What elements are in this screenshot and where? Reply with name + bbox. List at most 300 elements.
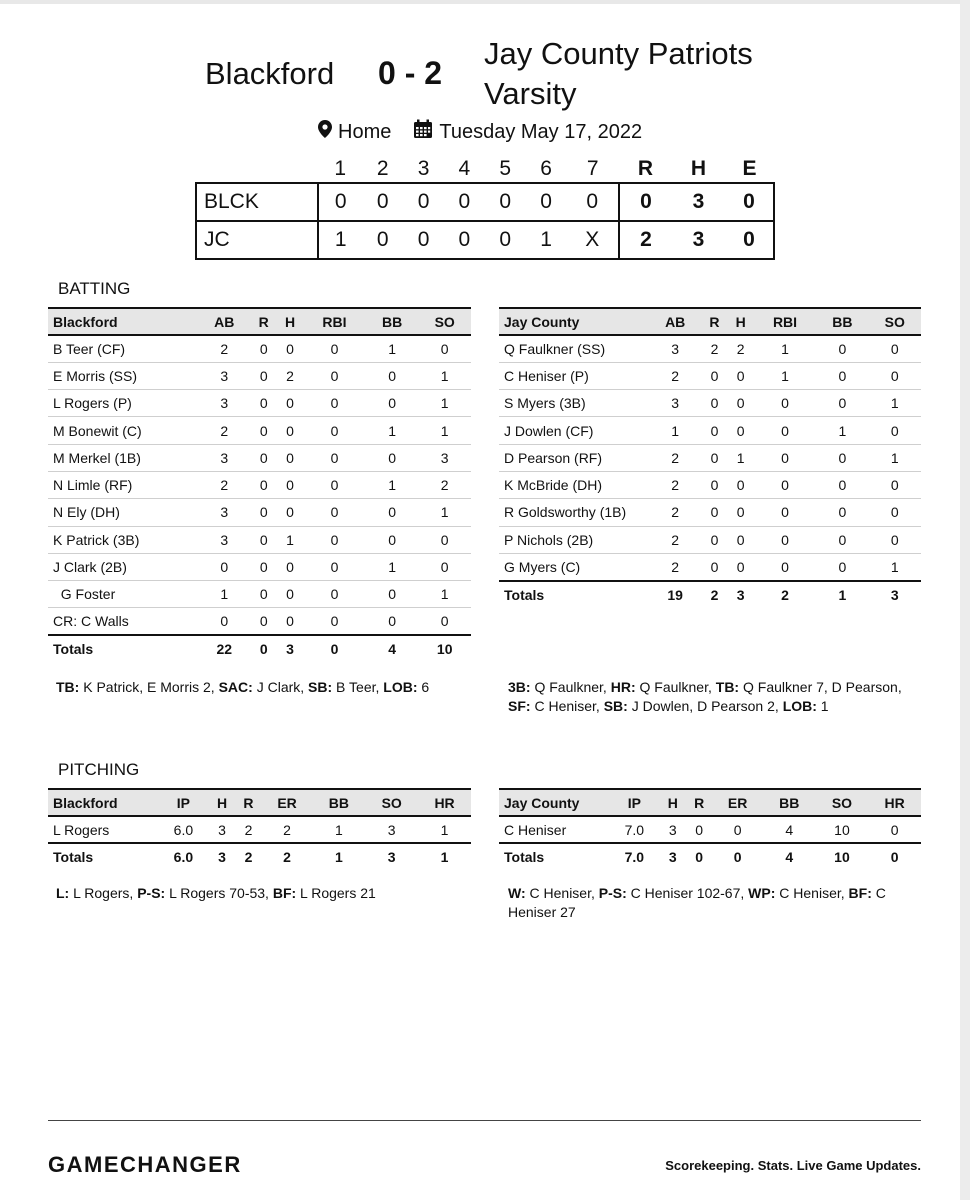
stat-cell: 2 bbox=[728, 335, 754, 362]
player-name: L Rogers bbox=[53, 821, 110, 838]
stat-cell: 2 bbox=[418, 471, 471, 498]
stat-cell: 2 bbox=[277, 362, 303, 389]
player-name: J Clark (2B) bbox=[48, 553, 198, 580]
stat-cell: 3 bbox=[649, 335, 701, 362]
stat-cell: 2 bbox=[701, 335, 727, 362]
player-name: Q Faulkner (SS) bbox=[499, 335, 649, 362]
note-label: TB: bbox=[715, 679, 740, 695]
note-text: L Rogers, bbox=[69, 885, 138, 901]
stat-cell: 1 bbox=[418, 581, 471, 608]
note-text: Q Faulkner, bbox=[530, 679, 611, 695]
note-label: LOB: bbox=[383, 679, 418, 695]
hits-header: H bbox=[690, 156, 706, 180]
stat-cell: 0 bbox=[728, 417, 754, 444]
stat-cell: 1 bbox=[366, 417, 419, 444]
note-label: BF: bbox=[272, 885, 297, 901]
stat-cell: 1 bbox=[649, 417, 701, 444]
table-row bbox=[499, 444, 921, 471]
linescore-row-home bbox=[196, 221, 774, 259]
stat-column-header: R bbox=[251, 308, 277, 335]
batting-notes-home bbox=[508, 678, 908, 716]
stat-cell: 0 bbox=[869, 335, 921, 362]
errors-total: 0 bbox=[725, 183, 774, 221]
stat-cell: 0 bbox=[701, 362, 727, 389]
stat-cell: 0 bbox=[701, 526, 727, 553]
stat-cell: 0 bbox=[754, 444, 816, 471]
stat-cell: 0 bbox=[277, 553, 303, 580]
inning-header: 4 bbox=[458, 156, 471, 180]
totals-label: Totals bbox=[48, 843, 158, 870]
totals-label: Totals bbox=[499, 843, 609, 870]
stat-cell: 0 bbox=[259, 613, 268, 630]
player-name: C Heniser bbox=[504, 821, 567, 838]
totals-row bbox=[48, 635, 471, 662]
table-header-row bbox=[48, 789, 471, 816]
table-row bbox=[48, 581, 471, 608]
game-meta bbox=[318, 119, 642, 145]
stat-cell: 1 bbox=[334, 821, 343, 838]
totals-cell: 1 bbox=[816, 581, 868, 608]
note-text: K Patrick, E Morris 2, bbox=[79, 679, 219, 695]
table-header-row bbox=[48, 308, 471, 335]
stat-column-header: BB bbox=[816, 308, 868, 335]
errors-header: E bbox=[742, 156, 757, 180]
stat-cell: 0 bbox=[366, 581, 419, 608]
final-score: 0 - 2 bbox=[378, 55, 443, 91]
stat-column-header: SO bbox=[816, 789, 869, 816]
player-name: CR: C Walls bbox=[53, 613, 129, 630]
stat-cell: 0 bbox=[277, 581, 303, 608]
pitching-notes-home bbox=[508, 884, 908, 922]
totals-cell: 19 bbox=[649, 581, 701, 608]
right-edge bbox=[960, 0, 970, 1200]
away-team-name: Blackford bbox=[205, 56, 335, 91]
stat-column-header: ER bbox=[712, 789, 763, 816]
stat-cell: 1 bbox=[869, 444, 921, 471]
table-row bbox=[48, 417, 471, 444]
table-header-row bbox=[499, 789, 921, 816]
stat-cell: 0 bbox=[728, 499, 754, 526]
stat-cell: 0 bbox=[251, 553, 277, 580]
stat-cell: 0 bbox=[366, 526, 419, 553]
stat-cell: 7.0 bbox=[624, 821, 645, 838]
pitching-notes-away bbox=[56, 884, 476, 903]
pitching-table-home bbox=[499, 788, 921, 871]
stat-column-header: R bbox=[701, 308, 727, 335]
totals-row bbox=[499, 843, 921, 870]
totals-cell: 0 bbox=[686, 843, 712, 870]
note-label: SF: bbox=[508, 698, 531, 714]
note-text: C Heniser 102-67, bbox=[626, 885, 749, 901]
stat-cell: 0 bbox=[816, 499, 868, 526]
stat-cell: 1 bbox=[869, 390, 921, 417]
note-label: 3B: bbox=[508, 679, 531, 695]
stat-cell: 0 bbox=[869, 417, 921, 444]
stat-cell: 0 bbox=[816, 526, 868, 553]
stat-column-header: AB bbox=[649, 308, 701, 335]
stat-cell: 10 bbox=[834, 821, 850, 838]
stat-cell: 0 bbox=[816, 362, 868, 389]
top-edge bbox=[0, 0, 970, 4]
stat-column-header: ER bbox=[262, 789, 313, 816]
inning-score: 0 bbox=[403, 221, 444, 259]
game-date: Tuesday May 17, 2022 bbox=[439, 120, 643, 143]
stat-cell: 3 bbox=[198, 362, 251, 389]
stat-column-header: R bbox=[235, 789, 261, 816]
stat-cell: 4 bbox=[785, 821, 794, 838]
stat-cell: 3 bbox=[218, 821, 226, 838]
totals-label: Totals bbox=[48, 635, 198, 662]
table-row bbox=[499, 335, 921, 362]
stat-cell: 3 bbox=[198, 444, 251, 471]
inning-header: 5 bbox=[499, 156, 512, 180]
stat-cell: 0 bbox=[418, 335, 471, 362]
home-team-line2: Varsity bbox=[484, 76, 577, 111]
stat-cell: 0 bbox=[816, 390, 868, 417]
player-name: N Ely (DH) bbox=[48, 499, 198, 526]
stat-cell: 0 bbox=[701, 471, 727, 498]
team-column-header: Jay County bbox=[499, 789, 609, 816]
note-label: LOB: bbox=[782, 698, 817, 714]
stat-cell: 0 bbox=[303, 471, 366, 498]
stat-cell: 0 bbox=[303, 362, 366, 389]
note-text: C Heniser, bbox=[775, 885, 849, 901]
stat-cell: 1 bbox=[418, 390, 471, 417]
stat-cell: 0 bbox=[251, 526, 277, 553]
stat-cell: 0 bbox=[251, 499, 277, 526]
stat-cell: 0 bbox=[251, 362, 277, 389]
table-row bbox=[499, 526, 921, 553]
team-column-header: Jay County bbox=[499, 308, 649, 335]
note-label: P-S: bbox=[598, 885, 627, 901]
table-row bbox=[499, 499, 921, 526]
totals-cell: 10 bbox=[816, 843, 869, 870]
stat-cell: 0 bbox=[277, 471, 303, 498]
stat-cell: 0 bbox=[366, 390, 419, 417]
inning-score: 1 bbox=[318, 221, 362, 259]
batting-section-title: BATTING bbox=[58, 279, 131, 298]
hits-total: 3 bbox=[672, 183, 725, 221]
game-location: Home bbox=[338, 120, 392, 143]
map-pin-icon bbox=[318, 120, 332, 144]
note-text: 1 bbox=[816, 698, 829, 714]
note-label: BF: bbox=[848, 885, 872, 901]
totals-cell: 0 bbox=[712, 843, 763, 870]
player-name: D Pearson (RF) bbox=[499, 444, 649, 471]
totals-cell: 2 bbox=[754, 581, 816, 608]
stat-cell: 0 bbox=[303, 335, 366, 362]
table-row bbox=[499, 417, 921, 444]
stat-cell: 0 bbox=[366, 362, 419, 389]
totals-cell: 6.0 bbox=[158, 843, 209, 870]
pitching-table-away bbox=[48, 788, 471, 871]
note-text: J Dowlen, D Pearson 2, bbox=[627, 698, 783, 714]
stat-cell: 0 bbox=[251, 390, 277, 417]
stat-cell: 1 bbox=[418, 362, 471, 389]
stat-cell: 3 bbox=[649, 390, 701, 417]
table-header-row bbox=[499, 308, 921, 335]
stat-cell: 0 bbox=[277, 335, 303, 362]
player-name: K McBride (DH) bbox=[499, 471, 649, 498]
totals-cell: 10 bbox=[418, 635, 471, 662]
player-name: C Heniser (P) bbox=[499, 362, 649, 389]
stat-cell: 0 bbox=[816, 471, 868, 498]
player-name: K Patrick (3B) bbox=[48, 526, 198, 553]
player-name: J Dowlen (CF) bbox=[499, 417, 649, 444]
stat-cell: 6.0 bbox=[173, 821, 194, 838]
stat-cell: 2 bbox=[649, 499, 701, 526]
inning-header: 7 bbox=[586, 156, 599, 180]
player-name: G Myers (C) bbox=[504, 558, 581, 575]
note-label: W: bbox=[508, 885, 526, 901]
stat-cell: 2 bbox=[649, 362, 701, 389]
note-text: C Heniser, bbox=[530, 698, 604, 714]
note-label: P-S: bbox=[137, 885, 166, 901]
stat-cell: 0 bbox=[754, 390, 816, 417]
stat-cell: 1 bbox=[198, 581, 251, 608]
totals-cell: 1 bbox=[312, 843, 365, 870]
stat-cell: 2 bbox=[198, 417, 251, 444]
stat-column-header: BB bbox=[366, 308, 419, 335]
note-label: WP: bbox=[748, 885, 776, 901]
inning-score: 1 bbox=[526, 221, 567, 259]
note-label: SB: bbox=[308, 679, 333, 695]
batting-table-away bbox=[48, 307, 471, 663]
player-name: N Limle (RF) bbox=[48, 471, 198, 498]
stat-cell: 0 bbox=[728, 390, 754, 417]
stat-cell: 0 bbox=[754, 499, 816, 526]
note-text: L Rogers 70-53, bbox=[165, 885, 273, 901]
stat-cell: 2 bbox=[649, 471, 701, 498]
note-text: B Teer, bbox=[332, 679, 384, 695]
stat-cell: 2 bbox=[649, 444, 701, 471]
totals-cell: 3 bbox=[277, 635, 303, 662]
inning-score: 0 bbox=[403, 183, 444, 221]
stat-cell: 0 bbox=[251, 471, 277, 498]
table-row bbox=[48, 362, 471, 389]
inning-score: 0 bbox=[485, 183, 526, 221]
inning-score: 0 bbox=[444, 183, 485, 221]
stat-column-header: BB bbox=[763, 789, 816, 816]
inning-header: 3 bbox=[417, 156, 430, 180]
footer-divider bbox=[48, 1120, 921, 1121]
player-name: E Morris (SS) bbox=[48, 362, 198, 389]
table-row bbox=[48, 499, 471, 526]
totals-cell: 2 bbox=[262, 843, 313, 870]
table-row bbox=[499, 816, 921, 843]
note-text: 6 bbox=[417, 679, 430, 695]
stat-column-header: BB bbox=[312, 789, 365, 816]
stat-cell: 0 bbox=[303, 390, 366, 417]
stat-cell: 0 bbox=[781, 558, 789, 575]
note-label: SAC: bbox=[218, 679, 253, 695]
table-row bbox=[48, 526, 471, 553]
totals-row bbox=[499, 581, 921, 608]
stat-cell: 0 bbox=[701, 444, 727, 471]
stat-cell: 0 bbox=[303, 526, 366, 553]
team-abbr: BLCK bbox=[196, 183, 318, 221]
totals-row bbox=[48, 843, 471, 870]
stat-cell: 1 bbox=[890, 558, 899, 575]
stat-column-header: AB bbox=[198, 308, 251, 335]
totals-cell: 0 bbox=[251, 635, 277, 662]
stat-column-header: RBI bbox=[754, 308, 816, 335]
totals-cell: 3 bbox=[660, 843, 686, 870]
note-text: C Heniser, bbox=[525, 885, 599, 901]
note-label: HR: bbox=[610, 679, 636, 695]
stat-cell: 0 bbox=[251, 417, 277, 444]
batting-notes-away bbox=[56, 678, 456, 697]
totals-cell: 3 bbox=[869, 581, 921, 608]
stat-cell: 0 bbox=[728, 471, 754, 498]
stat-cell: 0 bbox=[303, 417, 366, 444]
stat-cell: 0 bbox=[701, 417, 727, 444]
stat-cell: 2 bbox=[198, 335, 251, 362]
home-team-line1: Jay County Patriots bbox=[484, 36, 753, 71]
stat-cell: 2 bbox=[244, 821, 253, 838]
stat-cell: 1 bbox=[816, 417, 868, 444]
stat-cell: 0 bbox=[736, 558, 745, 575]
calendar-icon bbox=[413, 119, 433, 145]
totals-cell: 0 bbox=[868, 843, 921, 870]
inning-header: 1 bbox=[334, 156, 346, 180]
totals-cell: 1 bbox=[418, 843, 471, 870]
stat-column-header: R bbox=[686, 789, 712, 816]
note-text: C Heniser 27 bbox=[508, 885, 890, 920]
stat-cell: 0 bbox=[303, 499, 366, 526]
stat-column-header: H bbox=[277, 308, 303, 335]
table-row bbox=[499, 553, 921, 580]
stat-cell: 0 bbox=[330, 613, 339, 630]
stat-cell: 0 bbox=[701, 499, 727, 526]
stat-cell: 0 bbox=[251, 444, 277, 471]
player-name: S Myers (3B) bbox=[499, 390, 649, 417]
stat-column-header: SO bbox=[869, 308, 921, 335]
runs-header: R bbox=[637, 156, 653, 180]
matchup-header bbox=[0, 34, 970, 114]
table-row bbox=[48, 553, 471, 580]
stat-cell: 0 bbox=[440, 613, 449, 630]
linescore-header bbox=[196, 155, 774, 183]
stat-cell: 0 bbox=[277, 499, 303, 526]
player-name: G Foster bbox=[48, 581, 198, 608]
stat-cell: 1 bbox=[418, 417, 471, 444]
stat-cell: 0 bbox=[869, 499, 921, 526]
stat-column-header: H bbox=[728, 308, 754, 335]
table-row bbox=[48, 444, 471, 471]
note-label: L: bbox=[56, 885, 70, 901]
stat-cell: 0 bbox=[388, 613, 396, 630]
stat-column-header: RBI bbox=[303, 308, 366, 335]
stat-cell: 1 bbox=[754, 362, 816, 389]
stat-cell: 0 bbox=[418, 553, 471, 580]
table-row bbox=[499, 471, 921, 498]
stat-cell: 0 bbox=[277, 390, 303, 417]
runs-total: 2 bbox=[619, 221, 672, 259]
stat-cell: 2 bbox=[671, 558, 680, 575]
table-row bbox=[499, 390, 921, 417]
linescore-table bbox=[195, 155, 775, 260]
stat-column-header: HR bbox=[418, 789, 471, 816]
inning-score: 0 bbox=[485, 221, 526, 259]
stat-cell: 1 bbox=[366, 553, 419, 580]
stat-cell: 0 bbox=[418, 526, 471, 553]
team-abbr: JC bbox=[196, 221, 318, 259]
stat-cell: 1 bbox=[440, 821, 449, 838]
stat-cell: 0 bbox=[251, 581, 277, 608]
stat-column-header: H bbox=[209, 789, 235, 816]
stat-cell: 0 bbox=[701, 390, 727, 417]
stat-cell: 0 bbox=[754, 471, 816, 498]
stat-cell: 0 bbox=[695, 821, 704, 838]
totals-cell: 2 bbox=[701, 581, 727, 608]
inning-score: 0 bbox=[444, 221, 485, 259]
stat-cell: 0 bbox=[366, 499, 419, 526]
totals-cell: 3 bbox=[728, 581, 754, 608]
stat-cell: 2 bbox=[283, 821, 291, 838]
note-text: Q Faulkner, bbox=[635, 679, 716, 695]
errors-total: 0 bbox=[725, 221, 774, 259]
inning-score: 0 bbox=[362, 183, 403, 221]
stat-cell: 0 bbox=[890, 821, 899, 838]
table-row bbox=[48, 471, 471, 498]
home-team-name bbox=[484, 34, 814, 114]
stat-cell: 3 bbox=[198, 526, 251, 553]
stat-cell: 0 bbox=[754, 417, 816, 444]
stat-column-header: SO bbox=[365, 789, 418, 816]
stat-column-header: SO bbox=[418, 308, 471, 335]
gamechanger-logo: GAMECHANGER bbox=[48, 1152, 242, 1177]
totals-cell: 4 bbox=[366, 635, 419, 662]
pitching-section-title: PITCHING bbox=[58, 760, 140, 779]
stat-cell: 0 bbox=[869, 471, 921, 498]
stat-cell: 1 bbox=[418, 499, 471, 526]
stat-cell: 1 bbox=[277, 526, 303, 553]
note-text: Q Faulkner 7, D Pearson, bbox=[739, 679, 906, 695]
stat-cell: 3 bbox=[198, 499, 251, 526]
stat-cell: 0 bbox=[816, 444, 868, 471]
team-column-header: Blackford bbox=[48, 789, 158, 816]
stat-cell: 0 bbox=[303, 444, 366, 471]
player-name: M Merkel (1B) bbox=[48, 444, 198, 471]
stat-cell: 0 bbox=[869, 526, 921, 553]
stat-column-header: IP bbox=[609, 789, 660, 816]
runs-total: 0 bbox=[619, 183, 672, 221]
inning-score: 0 bbox=[566, 183, 618, 221]
linescore-row-away bbox=[196, 183, 774, 221]
player-name: B Teer (CF) bbox=[48, 335, 198, 362]
stat-cell: 0 bbox=[303, 581, 366, 608]
note-text: J Clark, bbox=[252, 679, 309, 695]
inning-score: 0 bbox=[526, 183, 567, 221]
stat-cell: 0 bbox=[220, 613, 229, 630]
table-row bbox=[48, 390, 471, 417]
totals-cell: 3 bbox=[365, 843, 418, 870]
stat-cell: 0 bbox=[277, 444, 303, 471]
stat-cell: 0 bbox=[733, 821, 742, 838]
player-name: R Goldsworthy (1B) bbox=[499, 499, 649, 526]
stat-cell: 0 bbox=[816, 335, 868, 362]
inning-header: 6 bbox=[540, 156, 552, 180]
stat-cell: 3 bbox=[198, 390, 251, 417]
note-label: TB: bbox=[56, 679, 80, 695]
stat-cell: 1 bbox=[366, 471, 419, 498]
stat-cell: 0 bbox=[251, 335, 277, 362]
stat-cell: 3 bbox=[668, 821, 677, 838]
table-row bbox=[48, 816, 471, 843]
player-name: P Nichols (2B) bbox=[499, 526, 649, 553]
hits-total: 3 bbox=[672, 221, 725, 259]
